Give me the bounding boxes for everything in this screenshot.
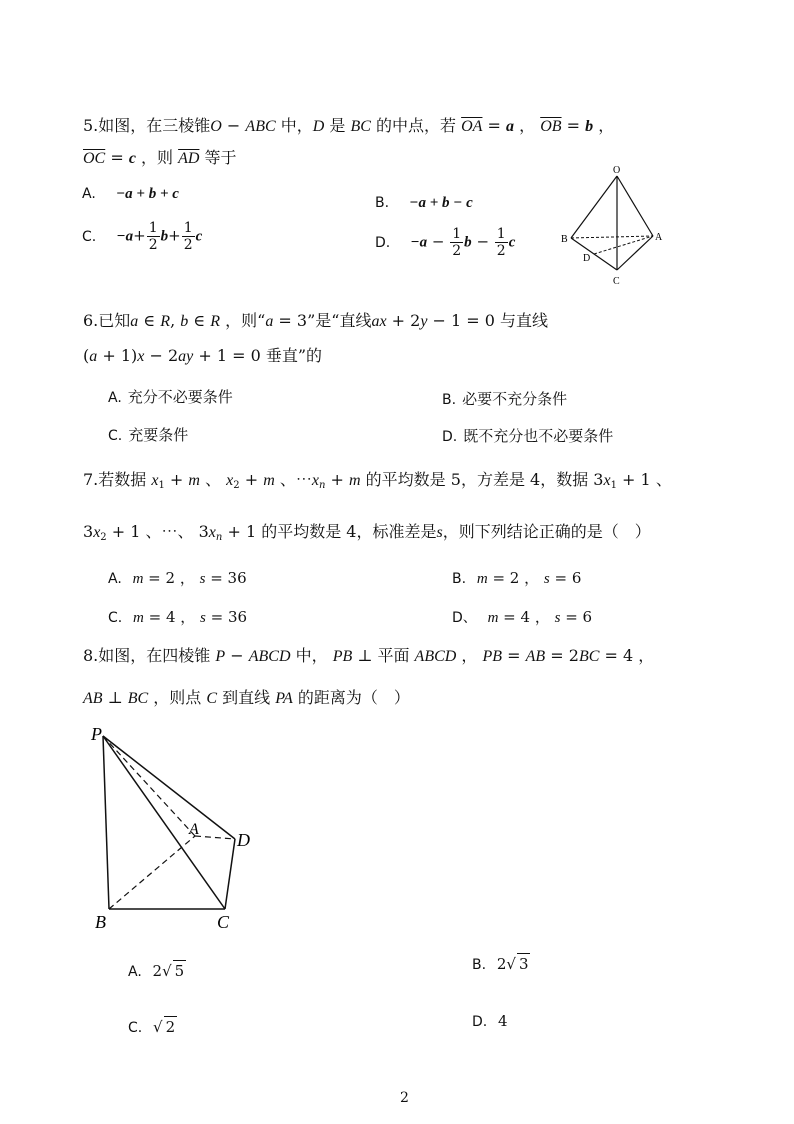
q8-label-d: D (237, 830, 250, 850)
q8-option-b: B. 2√ 3 (472, 955, 529, 973)
q5-stem-line2: $\overline{OC} = c$ ，则 $\overline{AD}$ 等于 (83, 148, 237, 167)
q5-option-a: A. −a + b + c (82, 186, 179, 202)
q8-stem-line1: 8.如图，在四棱锥 P − ABCD 中， PB ⊥ 平面 ABCD ， PB = AB = 2BC = 4 ， (83, 646, 655, 665)
q5-option-c: C. −a+ $\frac{1}{2}$ b+ $\frac{1}{2}$ c (82, 220, 203, 253)
q6-option-a: A. 充分不必要条件 (108, 388, 233, 406)
q7-stem-line1: 7.若数据 $x_1 + m$ 、 $x_2 + m$ 、$\cdots x_n + m$ 的平均数是 5，方差是 4，数据 $3x_1 + 1$ 、 (83, 470, 672, 491)
q5-label-o: O (613, 165, 621, 176)
q8-label-b: B (95, 912, 106, 932)
q5-option-b: B. −a + b − c (375, 195, 473, 211)
q6-option-d: D. 既不充分也不必要条件 (442, 427, 614, 445)
q5-label-d: D (583, 253, 591, 264)
q7-stem-line2: $3x_2 + 1$ 、⋯、 $3x_n + 1$ 的平均数是 4，标准差是s，则下列结论正确的是（ ） (83, 522, 651, 543)
q6-option-c: C. 充要条件 (108, 426, 189, 444)
q8-label-c: C (217, 912, 230, 932)
q5-stem-line1: 5.如图，在三棱锥O − ABC 中，D 是 BC 的中点，若 $\overline{OA} = a$ ， $\overline{OB} = b$ ， (83, 116, 615, 135)
q7-option-b: B. m = 2 ， s = 6 (452, 569, 582, 587)
q8-pyramid-figure (85, 722, 265, 937)
q8-label-p: P (91, 724, 102, 744)
q8-label-a: A (189, 821, 199, 838)
q5-tetrahedron-figure (555, 160, 675, 290)
q8-option-c: C. √ 2 (128, 1018, 176, 1036)
q5-label-a: A (655, 232, 663, 243)
q6-stem-line1: 6.已知a ∈ R, b ∈ R ，则“a = 3”是“直线ax + 2y − 1 = 0 与直线 (83, 311, 549, 330)
q8-stem-line2: AB ⊥ BC ，则点 C 到直线 PA 的距离为（ ） (83, 688, 410, 707)
q8-option-d: D. 4 (472, 1012, 508, 1030)
q7-option-a: A. m = 2 ， s = 36 (108, 569, 247, 587)
q6-stem-line2: (a + 1)x − 2ay + 1 = 0 垂直”的 (83, 346, 323, 365)
q5-option-d: D. −a − $\frac{1}{2}$ b − $\frac{1}{2}$ c (375, 226, 516, 259)
page-number: 2 (400, 1090, 409, 1106)
q8-option-a: A. 2√ 5 (128, 962, 185, 980)
q5-label-b: B (561, 234, 568, 245)
q7-option-d: D、 m = 4 ， s = 6 (452, 608, 593, 626)
q6-option-b: B. 必要不充分条件 (442, 390, 568, 408)
q5-label-c: C (613, 276, 620, 287)
q7-option-c: C. m = 4 ， s = 36 (108, 608, 248, 626)
